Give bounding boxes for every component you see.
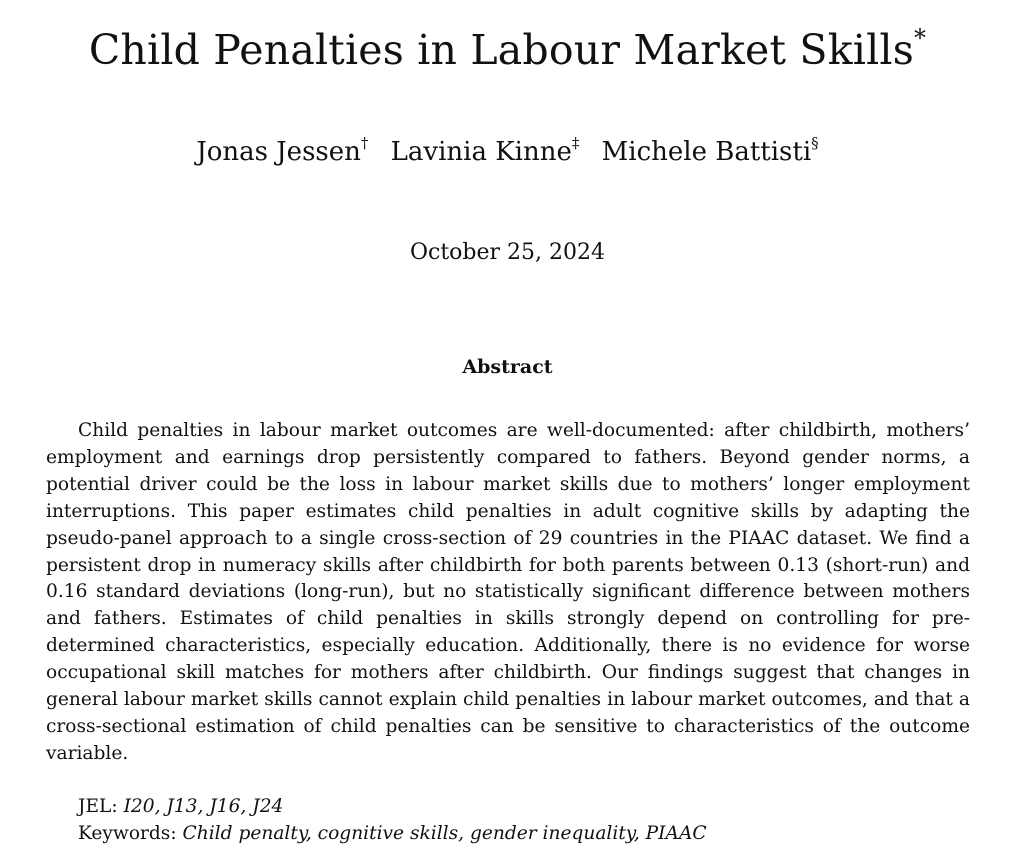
jel-values: I20, J13, J16, J24 [123, 796, 284, 817]
abstract-heading: Abstract [462, 356, 553, 378]
keywords-values: Child penalty, cognitive skills, gender inequality, PIAAC [182, 823, 707, 844]
author [390, 134, 580, 167]
jel-label: JEL: [78, 796, 118, 817]
keywords-label: Keywords: [78, 823, 177, 844]
author [601, 134, 819, 167]
paper-title [0, 24, 1015, 74]
author-list [0, 134, 1015, 167]
paper-title-text: Child Penalties in Labour Market Skills [88, 26, 914, 74]
author-name: Jonas Jessen [196, 137, 361, 167]
title-footnote-mark: * [913, 24, 927, 52]
jel-codes [78, 794, 283, 820]
paper-date: October 25, 2024 [409, 240, 606, 265]
author-name: Michele Battisti [601, 137, 812, 167]
author-footnote-mark: ‡ [571, 134, 580, 152]
author [196, 134, 369, 167]
keywords [78, 821, 707, 847]
author-name: Lavinia Kinne [390, 137, 572, 167]
author-footnote-mark: § [811, 134, 819, 152]
abstract-text: Child penalties in labour market outcomes are well-documented: after childbirth, mothers’ employment and earnings drop persistently compared to fathers. Beyond gender norms, a potential driver could be the loss in labour market skills due to mothers’ longer employment interruptions. This paper estimates child penalties in adult cognitive skills by adapting the pseudo-panel approach to a single cross-section of 29 countries in the PIAAC dataset. We find a persistent drop in numeracy skills after childbirth for both parents between 0.13 (short-run) and 0.16 standard deviations (long-run), but no statistically significant difference between mothers and fathers. Estimates of child penalties in skills strongly depend on controlling for pre-determined characteristics, especially education. Additionally, there is no evidence for worse occupational skill matches for mothers after childbirth. Our findings suggest that changes in general labour market skills cannot explain child penalties in labour market outcomes, and that a cross-sectional estimation of child penalties can be sensitive to characteristics of the outcome variable. [46, 420, 970, 764]
author-footnote-mark: † [360, 134, 369, 152]
